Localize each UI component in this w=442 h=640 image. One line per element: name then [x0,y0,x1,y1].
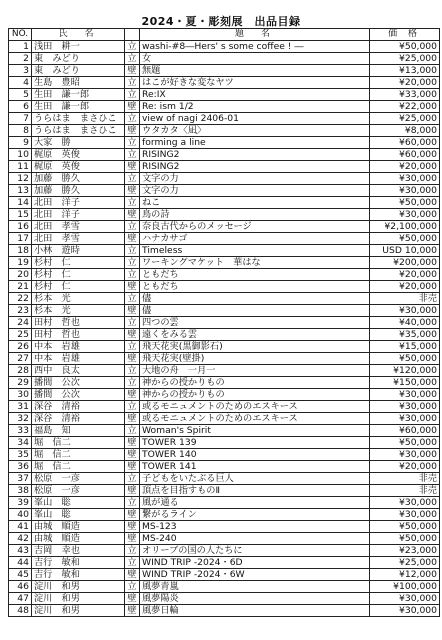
work-title: 四つの雲 [140,317,370,329]
work-title: MS-123 [140,521,370,533]
artist-name: 中本 岩雄 [32,353,125,365]
table-row [9,593,440,605]
work-price: ¥20,000 [370,281,440,293]
work-title: 子どもをいたぶる巨人 [140,473,370,485]
work-price: ¥30,000 [370,401,440,413]
work-price: ¥30,000 [370,413,440,425]
work-title: ワーキングマケット 華はな [140,257,370,269]
work-price: ¥30,000 [370,185,440,197]
work-price: ¥50,000 [370,233,440,245]
artist-name: 深谷 清裕 [32,413,125,425]
work-title: 遠くをみる雲 [140,329,370,341]
work-title: 繋がるライン [140,509,370,521]
header-price: 価 格 [370,29,440,41]
work-price: ¥30,000 [370,605,440,617]
work-type: 壁 [125,329,140,341]
artist-name: うらはま まさひこ [32,113,125,125]
row-number: 10 [9,149,32,161]
work-price: ¥25,000 [370,113,440,125]
table-row [9,473,440,485]
work-type: 立 [125,113,140,125]
work-type: 壁 [125,593,140,605]
work-title: 神からの授かりもの [140,377,370,389]
table-row [9,329,440,341]
row-number: 18 [9,245,32,257]
table-row [9,113,440,125]
work-price: ¥20,000 [370,77,440,89]
work-title: 儘 [140,293,370,305]
row-number: 47 [9,593,32,605]
artist-name: 加藤 勝久 [32,173,125,185]
row-number: 42 [9,533,32,545]
work-type: 立 [125,149,140,161]
row-number: 27 [9,353,32,365]
artist-name: 中本 岩雄 [32,341,125,353]
work-title: 文字の力 [140,173,370,185]
work-price: ¥30,000 [370,593,440,605]
work-title: 鳥の詩 [140,209,370,221]
artist-name: 由城 順造 [32,533,125,545]
row-number: 5 [9,89,32,101]
work-price: ¥200,000 [370,257,440,269]
row-number: 1 [9,41,32,53]
table-row [9,401,440,413]
row-number: 26 [9,341,32,353]
table-row [9,557,440,569]
row-number: 40 [9,509,32,521]
artist-name: 加藤 勝久 [32,185,125,197]
work-price: ¥20,000 [370,161,440,173]
work-type: 壁 [125,65,140,77]
work-title: TOWER 139 [140,437,370,449]
work-price: ¥120,000 [370,365,440,377]
artist-name: 浅田 耕一 [32,41,125,53]
artist-name: 生田 謙一郎 [32,101,125,113]
work-type: 立 [125,245,140,257]
artist-name: 杉本 光 [32,305,125,317]
work-title: WIND TRIP -2024・6D [140,557,370,569]
artist-name: 梶原 英俊 [32,149,125,161]
work-title: TOWER 140 [140,449,370,461]
artist-name: 田村 哲也 [32,317,125,329]
row-number: 12 [9,173,32,185]
work-title: Re:IX [140,89,370,101]
work-price: USD 10,000 [370,245,440,257]
artist-name: 生田 謙一郎 [32,89,125,101]
row-number: 15 [9,209,32,221]
header-row [9,29,440,41]
row-number: 33 [9,425,32,437]
work-title: ともだち [140,269,370,281]
work-price: ¥22,000 [370,101,440,113]
work-price: ¥40,000 [370,317,440,329]
work-title: 神からの授かりもの [140,389,370,401]
artist-name: 峯山 聡 [32,509,125,521]
artist-name: 梶原 英俊 [32,161,125,173]
artist-name: 北田 洋子 [32,197,125,209]
artist-name: 堀 信二 [32,461,125,473]
work-price: 非売 [370,473,440,485]
work-price: ¥30,000 [370,209,440,221]
artist-name: 松原 一彦 [32,473,125,485]
table-row [9,545,440,557]
work-price: ¥50,000 [370,353,440,365]
row-number: 9 [9,137,32,149]
work-type: 壁 [125,413,140,425]
work-title: 飛天花実(黒御影石) [140,341,370,353]
work-price: ¥60,000 [370,149,440,161]
work-type: 壁 [125,533,140,545]
header-name: 氏 名 [32,29,125,41]
table-row [9,233,440,245]
work-type: 立 [125,137,140,149]
row-number: 14 [9,197,32,209]
table-row [9,521,440,533]
work-title: Woman's Spirit [140,425,370,437]
artist-name: 峯山 聡 [32,497,125,509]
artist-name: 北田 孝雪 [32,233,125,245]
work-type: 立 [125,557,140,569]
artist-name: 堀 信二 [32,449,125,461]
work-title: 文字の力 [140,185,370,197]
table-row [9,497,440,509]
work-price: ¥33,000 [370,89,440,101]
artist-name: 堀 信二 [32,437,125,449]
header-title: 題 名 [140,29,370,41]
table-row [9,533,440,545]
row-number: 43 [9,545,32,557]
work-type: 壁 [125,605,140,617]
work-type: 壁 [125,353,140,365]
artist-name: 東 みどり [32,65,125,77]
table-row [9,341,440,353]
row-number: 13 [9,185,32,197]
table-row [9,269,440,281]
work-title: 或るモニュメントのためのエスキース [140,413,370,425]
row-number: 3 [9,65,32,77]
work-price: ¥50,000 [370,41,440,53]
artist-name: 杉村 仁 [32,257,125,269]
work-price: ¥30,000 [370,173,440,185]
table-row [9,161,440,173]
work-type: 立 [125,293,140,305]
work-type: 立 [125,53,140,65]
row-number: 17 [9,233,32,245]
row-number: 34 [9,437,32,449]
work-title: 風夢日輪 [140,605,370,617]
row-number: 44 [9,557,32,569]
row-number: 31 [9,401,32,413]
work-type: 立 [125,197,140,209]
work-type: 立 [125,341,140,353]
artist-name: 北田 洋子 [32,209,125,221]
table-row [9,185,440,197]
artist-name: 播間 公次 [32,389,125,401]
table-row [9,77,440,89]
table-row [9,101,440,113]
table-row [9,413,440,425]
artist-name: 淀川 和男 [32,581,125,593]
row-number: 23 [9,305,32,317]
work-title: ウタカタ〈凪〉 [140,125,370,137]
work-type: 立 [125,401,140,413]
work-title: 風が通る [140,497,370,509]
artist-name: 田村 哲也 [32,329,125,341]
artist-name: 吉岡 幸也 [32,545,125,557]
table-row [9,257,440,269]
artist-name: 吉行 敏和 [32,557,125,569]
artist-name: 吉行 敏和 [32,569,125,581]
table-row [9,317,440,329]
work-title: 或るモニュメントのためのエスキース [140,401,370,413]
row-number: 35 [9,449,32,461]
table-row [9,437,440,449]
table-row [9,53,440,65]
work-price: 非売 [370,293,440,305]
work-type: 立 [125,77,140,89]
work-price: ¥25,000 [370,53,440,65]
table-row [9,365,440,377]
work-type: 立 [125,41,140,53]
artist-name: 深谷 清裕 [32,401,125,413]
row-number: 8 [9,125,32,137]
work-type: 立 [125,257,140,269]
row-number: 29 [9,377,32,389]
work-type: 壁 [125,437,140,449]
work-price: ¥30,000 [370,449,440,461]
work-price: ¥30,000 [370,305,440,317]
work-price: ¥23,000 [370,545,440,557]
work-type: 立 [125,89,140,101]
work-title: はこが好きな変なヤツ [140,77,370,89]
row-number: 39 [9,497,32,509]
work-price: ¥35,000 [370,329,440,341]
work-type: 壁 [125,389,140,401]
artist-name: 淀川 和男 [32,593,125,605]
row-number: 11 [9,161,32,173]
row-number: 22 [9,293,32,305]
work-price: ¥30,000 [370,509,440,521]
work-type: 立 [125,581,140,593]
table-row [9,125,440,137]
row-number: 37 [9,473,32,485]
row-number: 21 [9,281,32,293]
work-title: 奈良古代からのメッセージ [140,221,370,233]
work-price: ¥30,000 [370,497,440,509]
work-type: 壁 [125,305,140,317]
work-price: ¥60,000 [370,137,440,149]
row-number: 24 [9,317,32,329]
artist-name: 杉村 仁 [32,281,125,293]
work-title: オリーブの国の人たちに [140,545,370,557]
work-type: 壁 [125,281,140,293]
work-price: ¥2,100,000 [370,221,440,233]
table-row [9,245,440,257]
table-row [9,221,440,233]
work-title: 儘 [140,305,370,317]
row-number: 19 [9,257,32,269]
row-number: 2 [9,53,32,65]
work-title: TOWER 141 [140,461,370,473]
work-price: ¥20,000 [370,461,440,473]
work-type: 壁 [125,233,140,245]
table-row [9,65,440,77]
work-type: 立 [125,365,140,377]
work-price: ¥20,000 [370,269,440,281]
work-title: MS-240 [140,533,370,545]
work-price: ¥50,000 [370,533,440,545]
artist-name: 播間 公次 [32,377,125,389]
work-type: 立 [125,269,140,281]
table-row [9,485,440,497]
artist-name: 由城 順造 [32,521,125,533]
artist-name: 大家 勝 [32,137,125,149]
catalog-table [8,28,440,617]
page-title: 2024・夏・彫刻展 出品目録 [141,15,301,28]
artist-name: 北田 孝雪 [32,221,125,233]
work-type: 立 [125,221,140,233]
work-type: 立 [125,425,140,437]
artist-name: うらはま まさひこ [32,125,125,137]
table-row [9,137,440,149]
work-title: forming a line [140,137,370,149]
work-type: 壁 [125,185,140,197]
table-row [9,449,440,461]
row-number: 45 [9,569,32,581]
row-number: 32 [9,413,32,425]
work-title: ねこ [140,197,370,209]
work-type: 立 [125,473,140,485]
work-type: 壁 [125,485,140,497]
artist-name: 松原 一彦 [32,485,125,497]
table-row [9,305,440,317]
row-number: 4 [9,77,32,89]
row-number: 20 [9,269,32,281]
work-type: 壁 [125,509,140,521]
table-row [9,569,440,581]
work-type: 壁 [125,101,140,113]
table-row [9,377,440,389]
work-price: 非売 [370,485,440,497]
artist-name: 東 みどり [32,53,125,65]
work-type: 壁 [125,125,140,137]
row-number: 16 [9,221,32,233]
artist-name: 西中 良太 [32,365,125,377]
work-type: 立 [125,173,140,185]
row-number: 48 [9,605,32,617]
work-title: RISING2 [140,161,370,173]
table-row [9,173,440,185]
work-title: washi-#8―Hers' s some coffee ! ― [140,41,370,53]
table-row [9,197,440,209]
work-title: 無題 [140,65,370,77]
artist-name: 生島 豊昭 [32,77,125,89]
work-title: 女 [140,53,370,65]
table-row [9,581,440,593]
row-number: 38 [9,485,32,497]
work-price: ¥150,000 [370,377,440,389]
table-row [9,149,440,161]
header-no: NO. [9,29,32,41]
table-row [9,353,440,365]
table-row [9,209,440,221]
table-row [9,293,440,305]
work-type: 立 [125,497,140,509]
work-price: ¥13,000 [370,65,440,77]
work-title: 風夢陽炎 [140,593,370,605]
work-title: 頂点を目指すものⅡ [140,485,370,497]
table-row [9,461,440,473]
table-row [9,41,440,53]
artist-name: 淀川 和男 [32,605,125,617]
work-type: 壁 [125,209,140,221]
artist-name: 小林 遊時 [32,245,125,257]
catalog-rows [9,41,440,617]
table-row [9,281,440,293]
table-row [9,425,440,437]
work-price: ¥50,000 [370,437,440,449]
artist-name: 杉本 光 [32,293,125,305]
row-number: 36 [9,461,32,473]
work-price: ¥30,000 [370,389,440,401]
work-type: 壁 [125,521,140,533]
work-price: ¥100,000 [370,581,440,593]
work-price: ¥50,000 [370,521,440,533]
table-row [9,89,440,101]
work-type: 壁 [125,461,140,473]
table-row [9,389,440,401]
row-number: 25 [9,329,32,341]
work-type: 壁 [125,161,140,173]
artist-name: 杉村 仁 [32,269,125,281]
work-title: Re: ism 1/2 [140,101,370,113]
row-number: 28 [9,365,32,377]
work-type: 壁 [125,449,140,461]
work-title: Timeless [140,245,370,257]
work-price: ¥60,000 [370,425,440,437]
work-title: WIND TRIP -2024・6W [140,569,370,581]
work-title: view of nagi 2406-01 [140,113,370,125]
work-price: ¥8,000 [370,125,440,137]
row-number: 7 [9,113,32,125]
work-title: 風夢青嵐 [140,581,370,593]
row-number: 46 [9,581,32,593]
work-title: 飛天花実(壁掛) [140,353,370,365]
row-number: 30 [9,389,32,401]
work-price: ¥12,000 [370,569,440,581]
table-row [9,605,440,617]
work-title: ともだち [140,281,370,293]
work-price: ¥15,000 [370,341,440,353]
work-type: 立 [125,377,140,389]
work-title: 大地の舟 一月一 [140,365,370,377]
work-title: RISING2 [140,149,370,161]
table-row [9,509,440,521]
work-type: 立 [125,317,140,329]
row-number: 41 [9,521,32,533]
work-price: ¥50,000 [370,197,440,209]
header-type [125,29,140,41]
row-number: 6 [9,101,32,113]
work-type: 立 [125,545,140,557]
work-price: ¥25,000 [370,557,440,569]
work-type: 壁 [125,569,140,581]
artist-name: 福島 知 [32,425,125,437]
work-title: ハナカサゴ [140,233,370,245]
